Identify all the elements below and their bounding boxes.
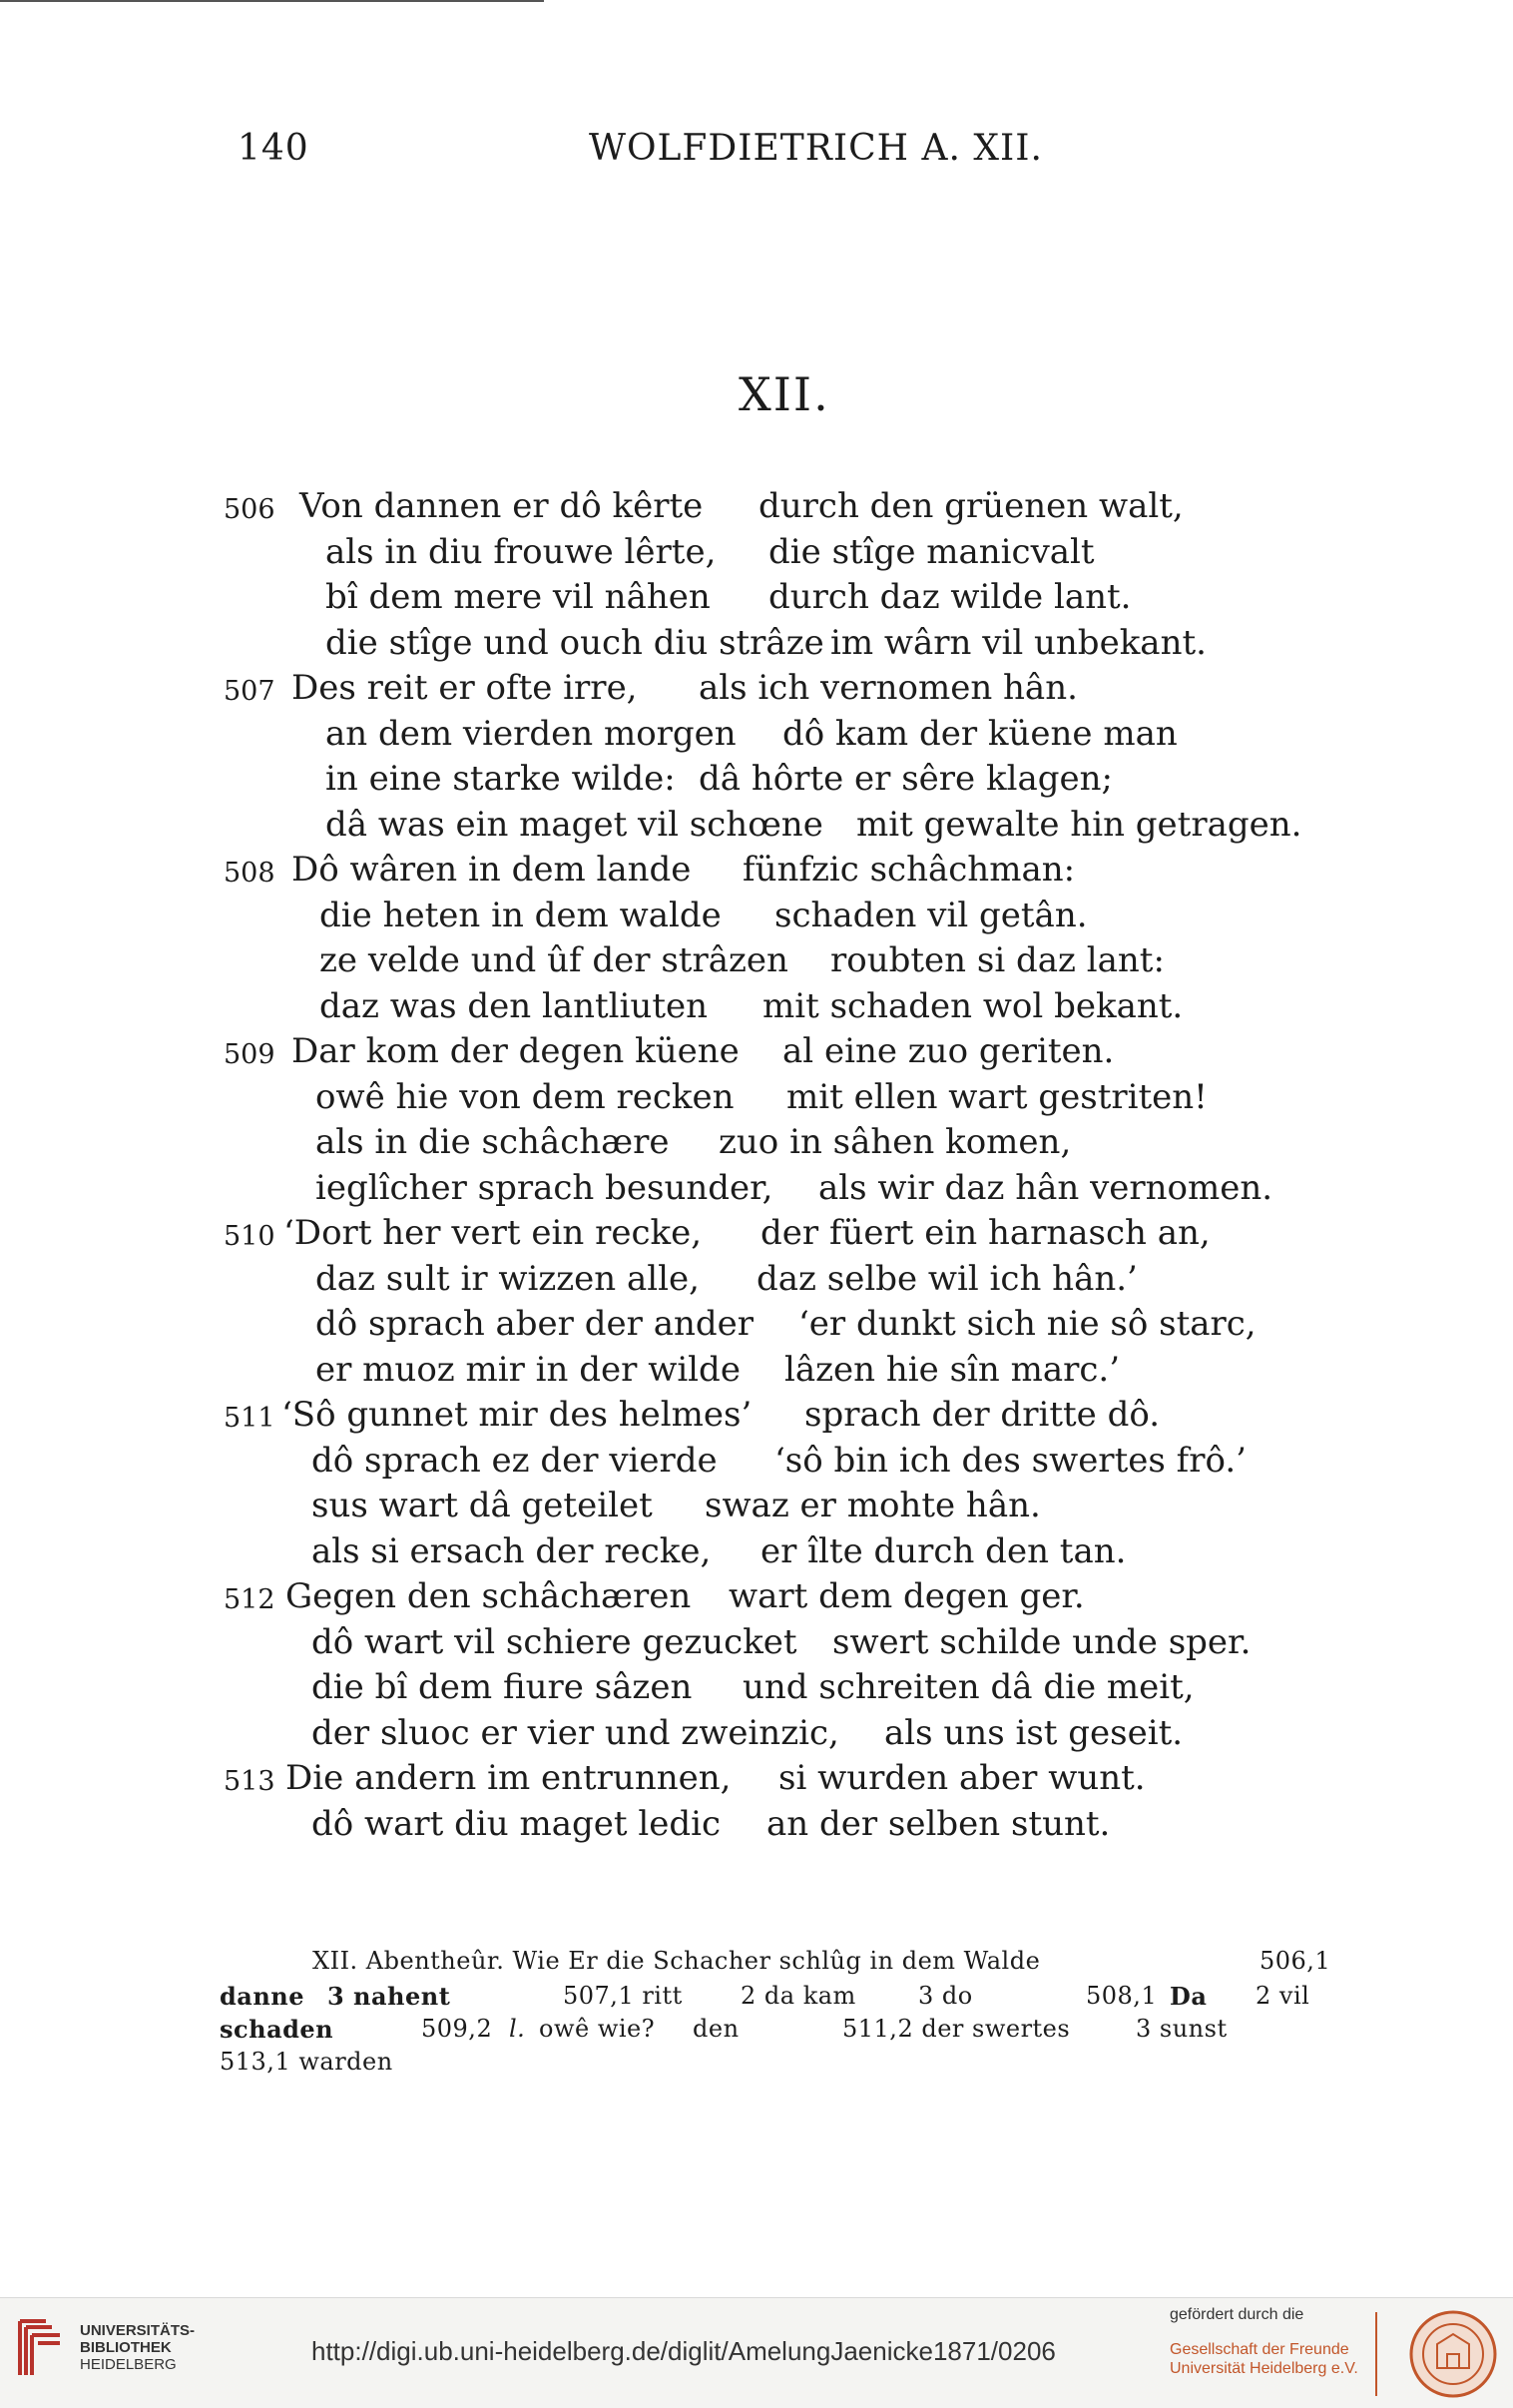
verse-first-half: ‘Dort her vert ein recke, — [283, 1213, 703, 1253]
verse-first-half: dô sprach ez der vierde — [311, 1440, 718, 1481]
verse-second-half: dâ hôrte er sêre klagen; — [699, 759, 1113, 799]
library-name-line: BIBLIOTHEK — [80, 2339, 172, 2356]
footnote-text: 3 nahent — [327, 1982, 451, 2011]
sponsor-name-line: Gesellschaft der Freunde — [1170, 2341, 1349, 2358]
footnote-text: schaden — [220, 2015, 334, 2044]
verse-second-half: wart dem degen ger. — [729, 1576, 1085, 1616]
page-number: 140 — [238, 128, 309, 169]
sponsor-name — [1170, 2340, 1358, 2378]
footnote-text: 3 sunst — [1136, 2015, 1228, 2043]
stanza-number: 506 — [224, 494, 275, 525]
sponsor-name-line: Universität Heidelberg e.V. — [1170, 2360, 1358, 2377]
verse-first-half: die heten in dem walde — [319, 895, 722, 935]
verse-second-half: mit gewalte hin getragen. — [856, 804, 1302, 845]
permalink-url[interactable]: http://digi.ub.uni-heidelberg.de/diglit/AmelungJaenicke1871/0206 — [311, 2336, 1056, 2366]
verse-first-half: daz was den lantliuten — [319, 985, 709, 1026]
stanza-number: 513 — [224, 1766, 275, 1797]
footnote-text: danne — [220, 1982, 304, 2011]
library-name-line: UNIVERSITÄTS- — [80, 2322, 196, 2339]
stanza-number: 509 — [224, 1039, 275, 1070]
verse-first-half: Des reit er ofte irre, — [291, 668, 638, 708]
footnote-text: l. — [509, 2015, 526, 2043]
stanza-number: 512 — [224, 1584, 275, 1615]
verse-first-half: als in die schâchære — [315, 1122, 670, 1162]
verse-second-half: die stîge manicvalt — [768, 531, 1095, 572]
verse-second-half: swaz er mohte hân. — [705, 1486, 1041, 1525]
verse-second-half: er îlte durch den tan. — [760, 1530, 1127, 1571]
verse-first-half: dô wart diu maget ledic — [311, 1803, 722, 1844]
verse-second-half: schaden vil getân. — [774, 895, 1088, 935]
footnote-text: den — [693, 2015, 740, 2043]
verse-first-half: bî dem mere vil nâhen — [325, 577, 711, 617]
scan-edge-line — [0, 0, 544, 2]
running-title: WOLFDIETRICH A. XII. — [589, 128, 1043, 169]
verse-second-half: durch daz wilde lant. — [768, 577, 1132, 617]
verse-first-half: ‘Sô gunnet mir des helmes’ — [281, 1395, 753, 1435]
verse-first-half: in eine starke wilde: — [325, 759, 676, 799]
stanza-number: 510 — [224, 1221, 275, 1252]
footnote-text: 3 do — [918, 1982, 973, 2010]
verse-first-half: Dô wâren in dem lande — [291, 850, 692, 890]
footnote-text: 507,1 ritt — [563, 1982, 683, 2010]
verse-first-half: ze velde und ûf der strâzen — [319, 940, 788, 980]
verse-first-half: Gegen den schâchæren — [285, 1576, 692, 1616]
library-name — [80, 2322, 195, 2373]
footnote-text: XII. Abentheûr. Wie Er die Schacher schlûg in dem Walde — [312, 1947, 1041, 1975]
stanza-number: 507 — [224, 676, 275, 707]
verse-first-half: Die andern im entrunnen, — [285, 1758, 732, 1798]
verse-second-half: dô kam der küene man — [782, 713, 1178, 754]
verse-second-half: si wurden aber wunt. — [778, 1758, 1146, 1798]
university-seal-icon — [1407, 2308, 1499, 2400]
verse-first-half: daz sult ir wizzen alle, — [315, 1258, 700, 1299]
verse-second-half: mit ellen wart gestriten! — [786, 1076, 1208, 1117]
verse-first-half: die bî dem fiure sâzen — [311, 1667, 693, 1707]
chapter-heading: XII. — [739, 367, 830, 421]
verse-first-half: er muoz mir in der wilde — [315, 1349, 741, 1390]
footnote-text: 511,2 der swertes — [842, 2015, 1071, 2043]
verse-second-half: mit schaden wol bekant. — [762, 985, 1184, 1026]
verse-first-half: Von dannen er dô kêrte — [299, 486, 704, 526]
verse-second-half: al eine zuo geriten. — [782, 1031, 1115, 1071]
stanza-number: 511 — [224, 1403, 275, 1434]
verse-first-half: ieglîcher sprach besunder, — [315, 1167, 773, 1208]
verse-first-half: als in diu frouwe lêrte, — [325, 531, 717, 572]
verse-first-half: der sluoc er vier und zweinzic, — [311, 1712, 839, 1753]
verse-second-half: lâzen hie sîn marc.’ — [784, 1349, 1121, 1390]
verse-second-half: ‘sô bin ich des swertes frô.’ — [774, 1440, 1247, 1481]
sponsor-lead: gefördert durch die — [1170, 2306, 1304, 2323]
verse-first-half: owê hie von dem recken — [315, 1076, 735, 1117]
verse-second-half: swert schilde unde sper. — [832, 1621, 1252, 1662]
verse-second-half: zuo in sâhen komen, — [719, 1122, 1072, 1162]
verse-first-half: dâ was ein maget vil schœne — [325, 804, 823, 845]
verse-second-half: durch den grüenen walt, — [758, 486, 1184, 526]
footnote-text: 2 da kam — [741, 1982, 856, 2010]
verse-first-half: an dem vierden morgen — [325, 713, 737, 754]
verse-second-half: roubten si daz lant: — [830, 940, 1165, 980]
footnote-text: 509,2 — [421, 2015, 493, 2043]
footnote-text: 508,1 — [1086, 1982, 1158, 2010]
verse-second-half: im wârn vil unbekant. — [830, 622, 1207, 663]
verse-second-half: fünfzic schâchman: — [743, 850, 1076, 890]
verse-second-half: sprach der dritte dô. — [804, 1395, 1161, 1435]
verse-second-half: ‘er dunkt sich nie sô starc, — [798, 1304, 1257, 1344]
footnote-text: 2 vil — [1256, 1982, 1310, 2010]
library-logo-icon — [14, 2315, 66, 2381]
verse-first-half: dô sprach aber der ander — [315, 1304, 754, 1344]
footer-divider — [1375, 2312, 1377, 2396]
footnote-text: 506,1 — [1260, 1947, 1331, 1975]
verse-first-half: Dar kom der degen küene — [291, 1031, 740, 1071]
verse-first-half: sus wart dâ geteilet — [311, 1486, 653, 1525]
stanza-number: 508 — [224, 858, 275, 889]
verse-first-half: als si ersach der recke, — [311, 1530, 712, 1571]
verse-second-half: der füert ein harnasch an, — [760, 1213, 1211, 1253]
verse-second-half: daz selbe wil ich hân.’ — [756, 1258, 1138, 1299]
verse-second-half: an der selben stunt. — [766, 1803, 1111, 1844]
verse-second-half: als wir daz hân vernomen. — [818, 1167, 1273, 1208]
verse-second-half: als uns ist geseit. — [884, 1712, 1184, 1753]
footnote-text: 513,1 warden — [220, 2048, 393, 2076]
footnote-text: owê wie? — [539, 2015, 656, 2043]
footnote-text: Da — [1170, 1982, 1208, 2011]
verse-second-half: als ich vernomen hân. — [699, 668, 1078, 708]
verse-first-half: dô wart vil schiere gezucket — [311, 1621, 797, 1662]
library-name-line: HEIDELBERG — [80, 2356, 177, 2373]
digitization-footer — [0, 2297, 1513, 2408]
verse-first-half: die stîge und ouch diu strâze — [325, 622, 824, 663]
verse-second-half: und schreiten dâ die meit, — [743, 1667, 1195, 1707]
